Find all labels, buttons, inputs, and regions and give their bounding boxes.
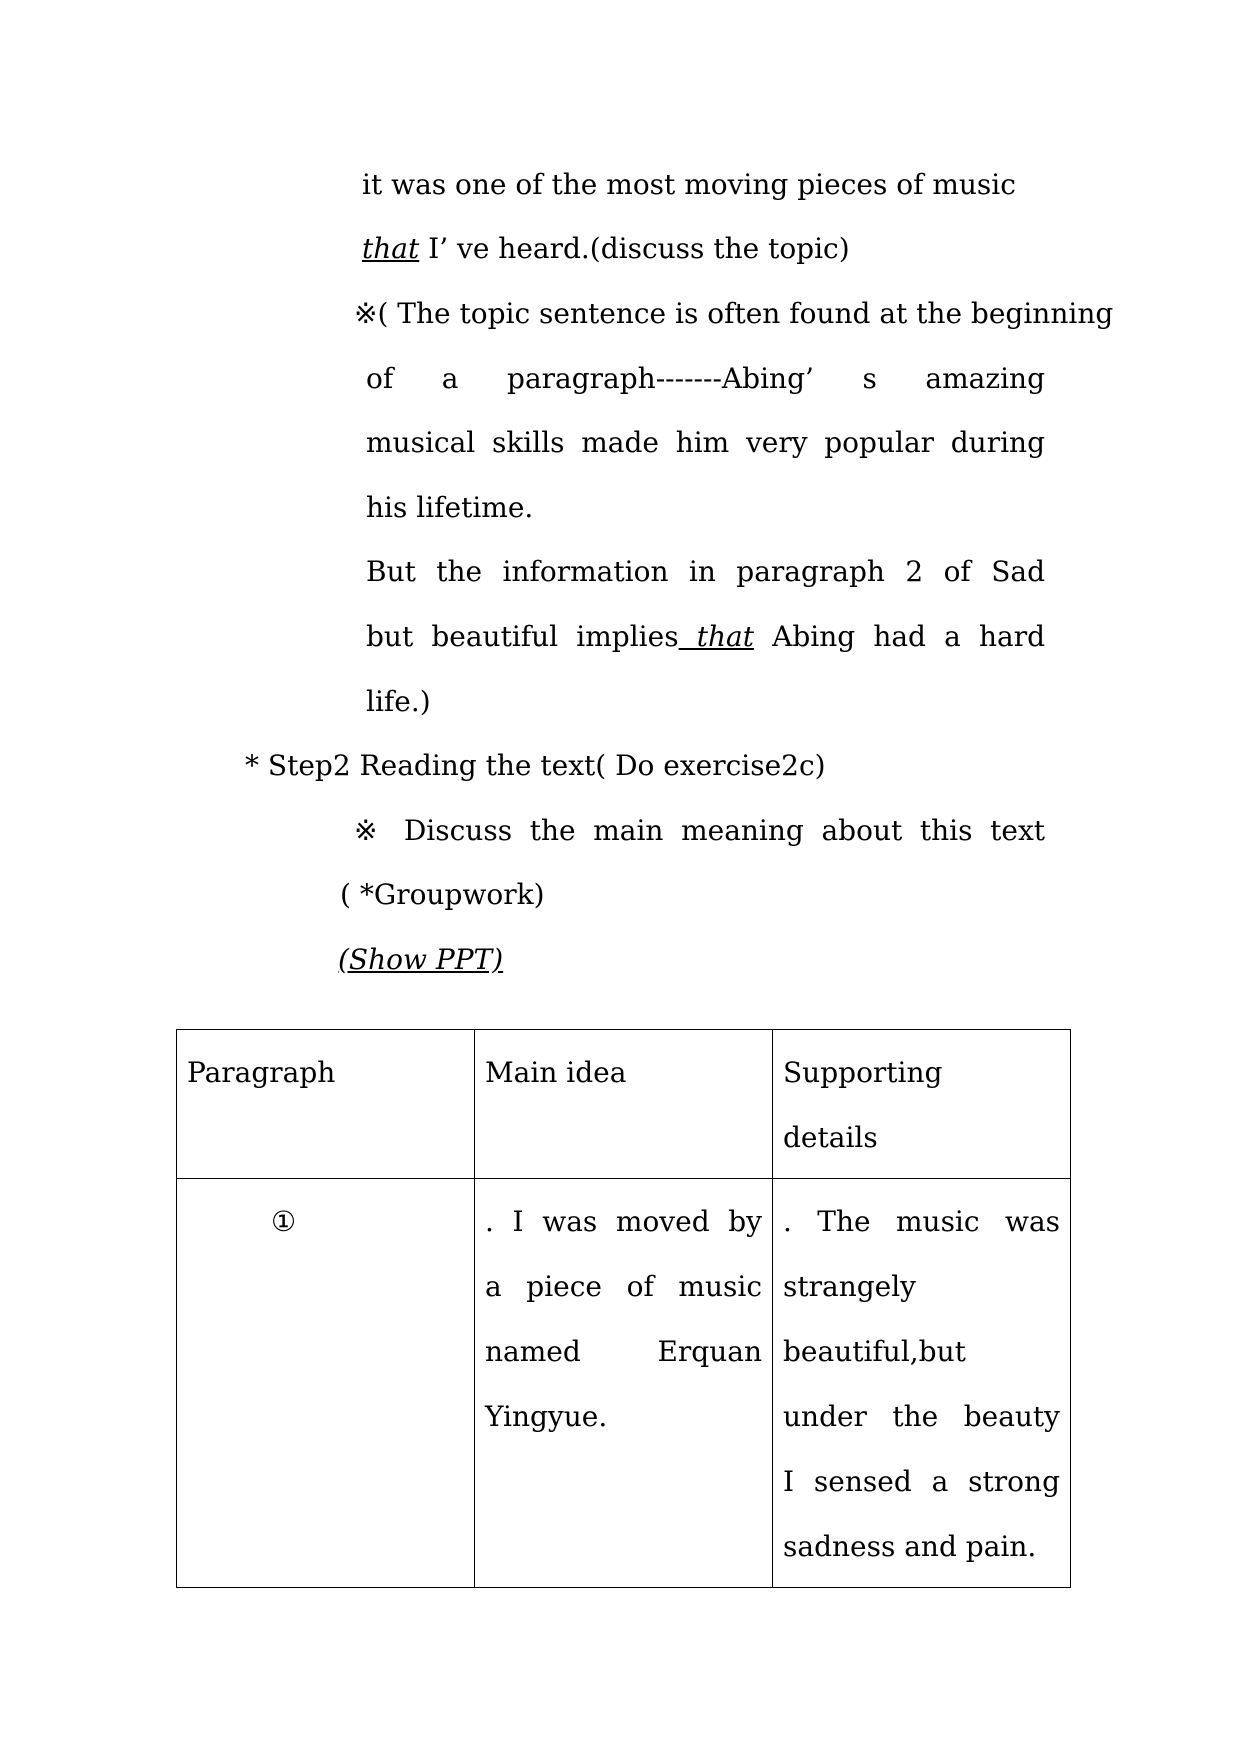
details-line-5: I sensed a strong [783,1465,1060,1498]
details-line-1: . The music was [783,1205,1060,1238]
line-5: musical skills made him very popular during [366,426,1045,459]
line-2-rest: I’ ve heard.(discuss the topic) [419,232,850,265]
header-supporting-details [773,1030,1071,1179]
table-row [177,1179,1071,1588]
table-header-row [177,1030,1071,1179]
line-1: it was one of the most moving pieces of music [362,168,1016,201]
header-paragraph: Paragraph [177,1030,475,1179]
line-4: of a paragraph-------Abing’ s amazing [366,362,1045,395]
line-7: But the information in paragraph 2 of Sad [366,555,1045,588]
paragraph-number: ① [271,1205,297,1238]
details-line-2: strangely [783,1270,916,1303]
line-8-post: Abing had a hard [753,620,1045,653]
details-line-3: beautiful,but [783,1335,966,1368]
line-8-pre: but beautiful implies [366,620,679,653]
emphasis-that: that [362,232,420,265]
show-ppt-line: (Show PPT) [338,943,504,976]
cell-main-idea [475,1179,773,1588]
main-idea-line-4: Yingyue. [485,1400,608,1433]
main-idea-line-1: . I was moved by [485,1205,762,1238]
cell-paragraph-number [177,1179,475,1588]
discuss-line: ※ Discuss the main meaning about this text [354,814,1045,847]
main-idea-line-3: named Erquan [485,1335,762,1368]
details-line-6: sadness and pain. [783,1530,1037,1563]
line-3: ※( The topic sentence is often found at the beginning [354,297,1114,330]
line-9: life.) [366,685,431,718]
cell-supporting-details [773,1179,1071,1588]
step2-heading: * Step2 Reading the text( Do exercise2c) [245,749,826,782]
emphasis-that-2: that [678,620,754,653]
header-supporting-line-1: Supporting [783,1056,943,1089]
main-idea-line-2: a piece of music [485,1270,762,1303]
paragraph-table [176,1029,1071,1588]
line-8 [366,619,1045,655]
header-supporting-line-2: details [783,1121,878,1154]
header-main-idea: Main idea [475,1030,773,1179]
groupwork-line: ( *Groupwork) [340,878,545,911]
details-line-4: under the beauty [783,1400,1060,1433]
line-2 [362,231,850,267]
line-6: his lifetime. [366,491,534,524]
